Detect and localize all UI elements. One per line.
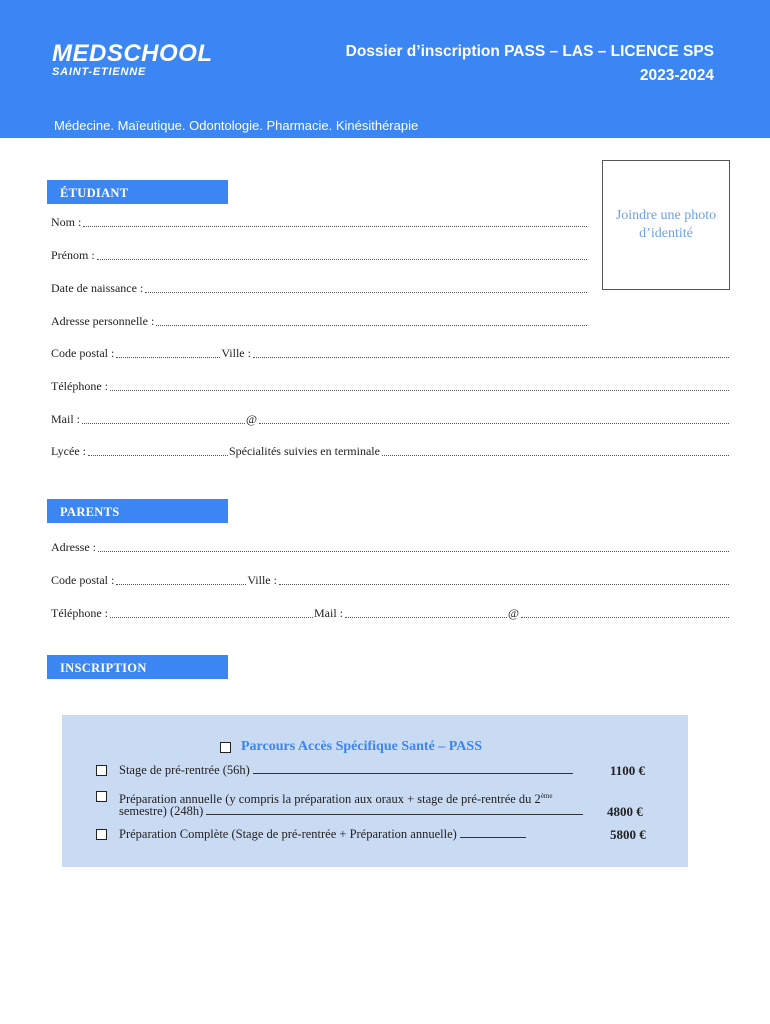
pass-checkbox[interactable] (220, 742, 231, 753)
field-label-specialites: Spécialités suivies en terminale (228, 444, 380, 458)
option-label: Préparation Complète (Stage de pré-rentrée + Préparation annuelle) (119, 827, 526, 842)
fill-line[interactable] (88, 446, 228, 456)
fill-line[interactable] (253, 348, 729, 358)
fill-line[interactable] (83, 217, 587, 227)
fill-line[interactable] (97, 250, 587, 260)
fill-line[interactable] (345, 608, 507, 618)
fill-line[interactable] (110, 381, 729, 391)
pass-title-text: Parcours Accès Spécifique Santé – PASS (241, 739, 482, 754)
disciplines-subtitle: Médecine. Maïeutique. Odontologie. Pharmacie. Kinésithérapie (54, 118, 419, 133)
field-parents-adresse[interactable] (51, 540, 730, 554)
field-label-telephone: Téléphone : (51, 379, 108, 393)
medschool-logo (52, 42, 213, 79)
field-label-mail: Mail : (51, 412, 80, 426)
fill-line[interactable] (259, 414, 729, 424)
photo-placeholder-text-2: d’identité (639, 226, 693, 241)
pass-title[interactable] (220, 739, 482, 755)
field-label-parents-telephone: Téléphone : (51, 606, 108, 620)
field-telephone[interactable] (51, 379, 730, 393)
field-label-adresse: Adresse personnelle : (51, 314, 155, 328)
fill-line[interactable] (98, 542, 729, 552)
option-price: 5800 € (610, 827, 646, 842)
option-label-line1: Préparation annuelle (y compris la préparation aux oraux + stage de pré-rentrée du 2ème (119, 792, 553, 807)
field-lycee[interactable] (51, 444, 730, 458)
option-label-line2: semestre) (248h) (119, 804, 583, 819)
field-label-parents-mail: Mail : (313, 606, 343, 620)
field-prenom[interactable] (51, 248, 588, 262)
section-heading-etudiant: ÉTUDIANT (47, 180, 228, 204)
option-checkbox[interactable] (96, 829, 107, 840)
photo-placeholder[interactable] (602, 160, 730, 290)
header-banner (0, 0, 770, 138)
document-title-line1: Dossier d’inscription PASS – LAS – LICENCE SPS (345, 43, 714, 60)
option-price: 1100 € (610, 763, 646, 778)
fill-line[interactable] (82, 414, 245, 424)
fill-line[interactable] (110, 608, 313, 618)
fill-line[interactable] (279, 575, 729, 585)
field-label-date-naissance: Date de naissance : (51, 281, 144, 295)
document-title-year: 2023-2024 (639, 67, 714, 84)
fill-line[interactable] (116, 575, 246, 585)
logo-wordmark: MEDSCHOOL (52, 40, 213, 67)
field-code-postal-ville[interactable] (51, 346, 730, 360)
field-date-naissance[interactable] (51, 281, 588, 295)
field-label-code-postal: Code postal : (51, 346, 115, 360)
field-label-prenom: Prénom : (51, 248, 95, 262)
fill-line[interactable] (156, 316, 587, 326)
option-price: 4800 € (607, 804, 643, 819)
section-heading-parents: PARENTS (47, 499, 228, 523)
field-label-lycee: Lycée : (51, 444, 86, 458)
field-parents-code-postal-ville[interactable] (51, 573, 730, 587)
field-mail[interactable] (51, 412, 730, 426)
fill-line[interactable] (116, 348, 220, 358)
field-label-parents-ville: Ville : (247, 573, 277, 587)
photo-placeholder-text-1: Joindre une photo (615, 208, 717, 223)
field-label-parents-adresse: Adresse : (51, 540, 96, 554)
option-label: Stage de pré-rentrée (56h) (119, 763, 573, 778)
fill-line[interactable] (145, 283, 587, 293)
field-label-ville: Ville : (221, 346, 251, 360)
option-checkbox[interactable] (96, 765, 107, 776)
field-parents-telephone-mail[interactable] (51, 606, 730, 620)
logo-city: SAINT-ETIENNE (52, 66, 147, 78)
field-label-nom: Nom : (51, 215, 82, 229)
field-label-parents-code-postal: Code postal : (51, 573, 115, 587)
fill-line[interactable] (382, 446, 729, 456)
fill-line[interactable] (521, 608, 729, 618)
document-title (346, 40, 714, 88)
field-nom[interactable] (51, 215, 588, 229)
at-symbol: @ (507, 606, 520, 620)
section-heading-inscription: INSCRIPTION (47, 655, 228, 679)
at-symbol: @ (246, 412, 258, 426)
option-checkbox[interactable] (96, 791, 107, 802)
field-adresse[interactable] (51, 314, 588, 328)
